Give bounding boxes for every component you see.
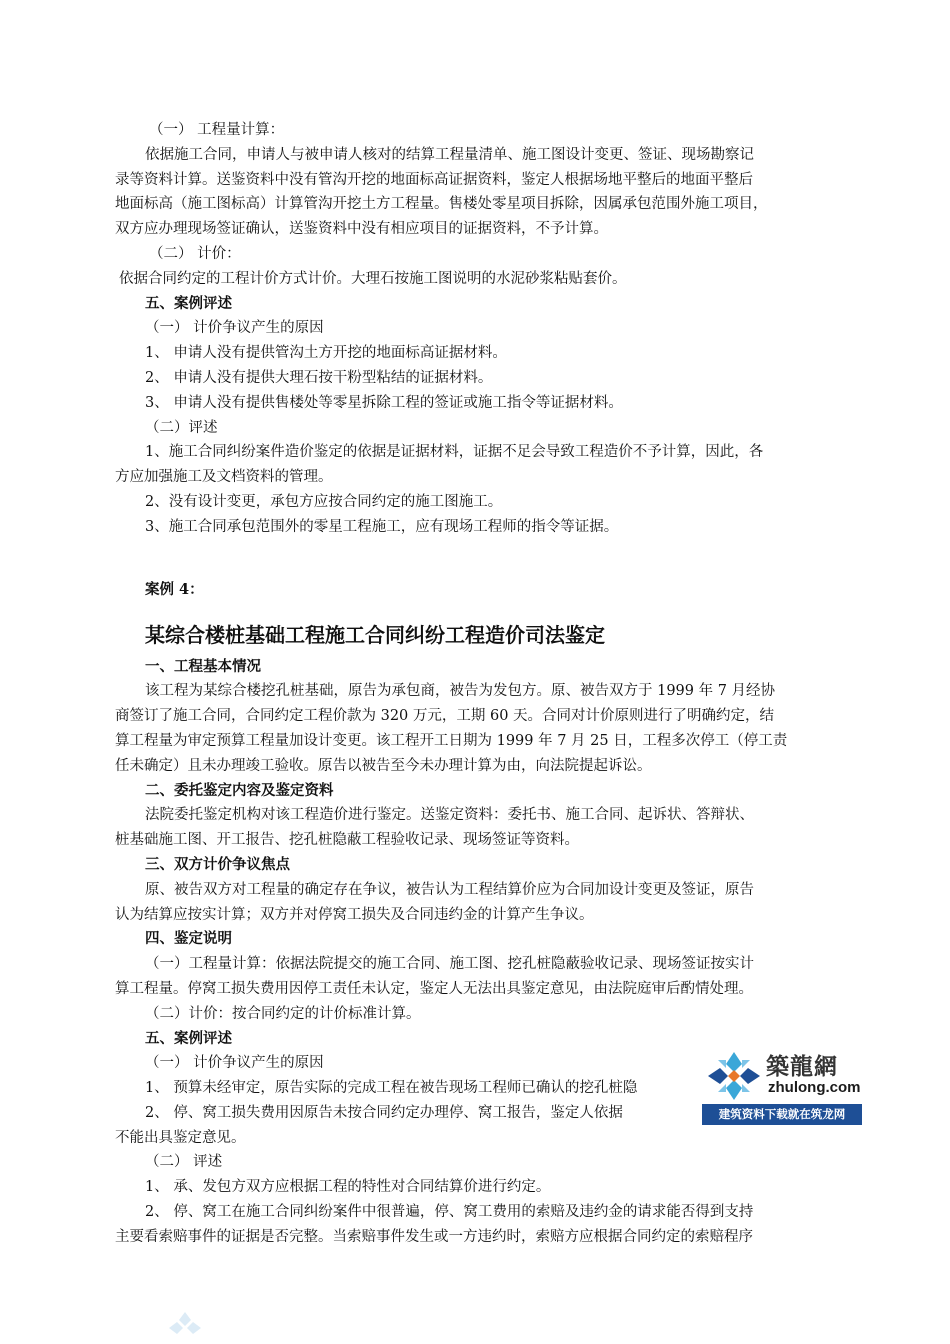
subheading: （一） 计价争议产生的原因 <box>145 320 324 337</box>
paragraph-line: 依据合同约定的工程计价方式计价。大理石按施工图说明的水泥砂浆粘贴套价。 <box>119 270 627 287</box>
list-item: 2、 停、窝工损失费用因原告未按合同约定办理停、窝工报告，鉴定人依据 <box>145 1104 623 1121</box>
section-heading: 五、案例评述 <box>145 294 232 312</box>
paragraph-line: 认为结算应按实计算；双方并对停窝工损失及合同违约金的计算产生争议。 <box>115 906 594 923</box>
watermark-icon <box>165 1310 205 1344</box>
paragraph-line: 原、被告双方对工程量的确定存在争议，被告认为工程结算价应为合同加设计变更及签证，原告 <box>145 881 754 898</box>
paragraph-line: 地面标高（施工图标高）计算管沟开挖土方工程量。售楼处零星项目拆除，因属承包范围外施工项目， <box>115 196 768 213</box>
paragraph-line: 不能出具鉴定意见。 <box>115 1129 246 1146</box>
case-label: 案例 4： <box>145 581 204 599</box>
paragraph-line: 商签订了施工合同，合同约定工程价款为 320 万元，工期 60 天。合同对计价原则进行了明确约定，结 <box>115 708 775 725</box>
logo-slogan: 建筑资料下载就在筑龙网 <box>702 1104 862 1125</box>
list-item: 2、 停、窝工在施工合同纠纷案件中很普遍，停、窝工费用的索赔及违约金的请求能否得到支持 <box>145 1204 754 1221</box>
section-heading: 三、双方计价争议焦点 <box>145 855 290 873</box>
subheading: （一） 计价争议产生的原因 <box>145 1055 324 1072</box>
list-item: 1、施工合同纠纷案件造价鉴定的依据是证据材料，证据不足会导致工程造价不予计算，因此，各 <box>145 444 764 461</box>
zhulong-mark-icon <box>706 1050 762 1102</box>
logo-domain: zhulong.com <box>768 1079 861 1096</box>
paragraph-line: （一）工程量计算：依据法院提交的施工合同、施工图、挖孔桩隐蔽验收记录、现场签证按实计 <box>145 956 754 973</box>
logo-chinese-name: 築龍網 <box>766 1054 838 1080</box>
paragraph-line: 算工程量为审定预算工程量加设计变更。该工程开工日期为 1999 年 7 月 25 日，工程多次停工（停工责 <box>115 732 788 749</box>
paragraph-line: 依据施工合同，申请人与被申请人核对的结算工程量清单、施工图设计变更、签证、现场勘察记 <box>145 146 754 163</box>
paragraph-line: 算工程量。停窝工损失费用因停工责任未认定，鉴定人无法出具鉴定意见，由法院庭审后酌情处理。 <box>115 980 753 997</box>
list-item: 3、 申请人没有提供售楼处等零星拆除工程的签证或施工指令等证据材料。 <box>145 394 623 411</box>
subheading-pricing: （二） 计价： <box>149 245 241 262</box>
paragraph-line: 双方应办理现场签证确认，送鉴资料中没有相应项目的证据资料，不予计算。 <box>115 221 608 238</box>
section-heading: 一、工程基本情况 <box>145 657 261 675</box>
section-heading: 二、委托鉴定内容及鉴定资料 <box>145 781 334 799</box>
paragraph-line: 主要看索赔事件的证据是否完整。当索赔事件发生或一方违约时，索赔方应根据合同约定的索赔程序 <box>115 1228 753 1245</box>
case-title: 某综合楼桩基础工程施工合同纠纷工程造价司法鉴定 <box>145 622 605 647</box>
list-item: 1、 申请人没有提供管沟土方开挖的地面标高证据材料。 <box>145 345 507 362</box>
subheading-quantity: （一） 工程量计算： <box>149 122 285 138</box>
paragraph-line: 桩基础施工图、开工报告、挖孔桩隐蔽工程验收记录、现场签证等资料。 <box>115 832 579 849</box>
subheading: （二） 评述 <box>145 1154 223 1171</box>
list-item: 2、 申请人没有提供大理石按干粉型粘结的证据材料。 <box>145 369 493 386</box>
list-item: 3、施工合同承包范围外的零星工程施工，应有现场工程师的指令等证据。 <box>145 518 619 535</box>
list-item: 1、 预算未经审定，原告实际的完成工程在被告现场工程师已确认的挖孔桩隐 <box>145 1080 638 1097</box>
paragraph-line: 该工程为某综合楼挖孔桩基础，原告为承包商，被告为发包方。原、被告双方于 1999 年 7 月经协 <box>145 683 776 700</box>
paragraph-line: 录等资料计算。送鉴资料中没有管沟开挖的地面标高证据资料，鉴定人根据场地平整后的地面平整后 <box>115 171 753 188</box>
paragraph-line: 方应加强施工及文档资料的管理。 <box>115 469 333 486</box>
paragraph-line: （二）计价：按合同约定的计价标准计算。 <box>145 1005 421 1022</box>
paragraph-line: 法院委托鉴定机构对该工程造价进行鉴定。送鉴定资料：委托书、施工合同、起诉状、答辩状、 <box>145 807 754 824</box>
zhulong-logo <box>702 1046 862 1126</box>
subheading: （二）评述 <box>145 419 218 436</box>
list-item: 2、没有设计变更，承包方应按合同约定的施工图施工。 <box>145 493 503 510</box>
list-item: 1、 承、发包方双方应根据工程的特性对合同结算价进行约定。 <box>145 1179 551 1196</box>
section-heading: 五、案例评述 <box>145 1029 232 1047</box>
section-heading: 四、鉴定说明 <box>145 930 232 948</box>
paragraph-line: 任未确定）且未办理竣工验收。原告以被告至今未办理计算为由，向法院提起诉讼。 <box>115 757 652 774</box>
